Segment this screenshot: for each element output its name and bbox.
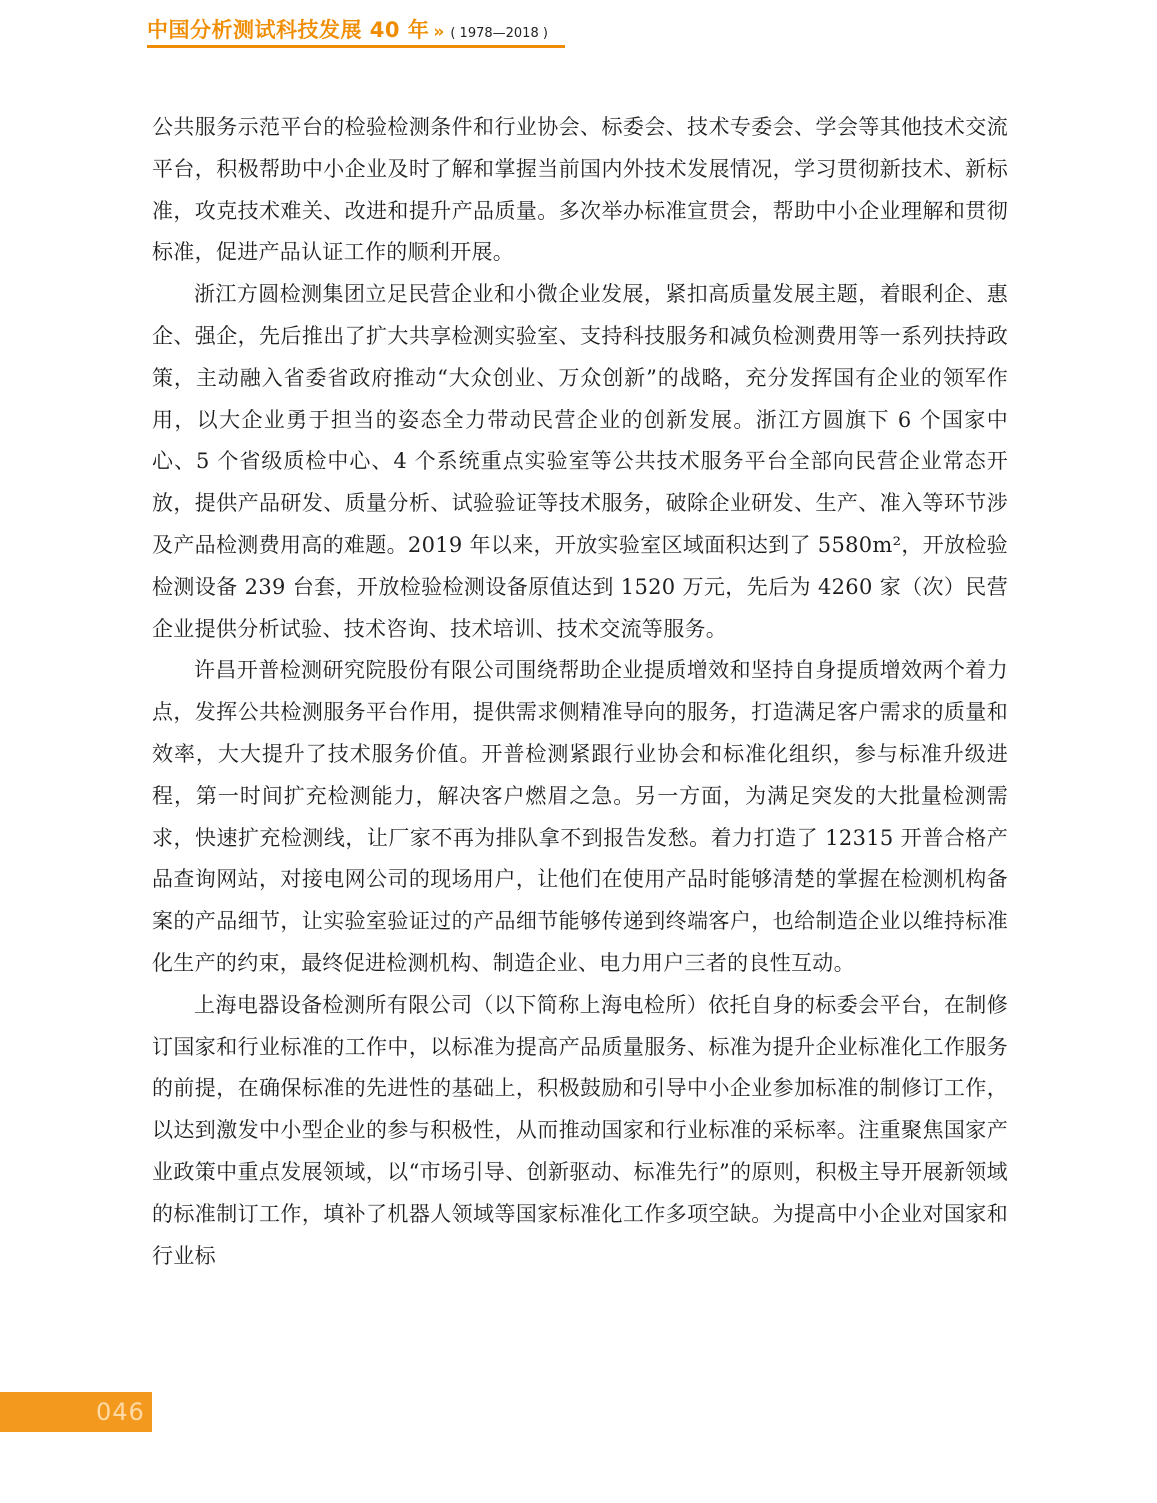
page-number: 046 (96, 1398, 145, 1426)
book-title: 中国分析测试科技发展 40 年 (147, 18, 430, 42)
double-chevron-right-icon: » (433, 22, 445, 42)
paragraph-shanghai-electrical: 上海电器设备检测所有限公司（以下简称上海电检所）依托自身的标委会平台，在制修订国家和行业标准的工作中，以标准为提高产品质量服务、标准为提升企业标准化工作服务的前提，在确保标准的先进性的基础上，积极鼓励和引导中小企业参加标准的制修订工作，以达到激发中小型企业的参与积极性，从而推动国家和行业标准的采标率。注重聚焦国家产业政策中重点发展领域，以“市场引导、创新驱动、标准先行”的原则，积极主导开展新领域的标准制订工作，填补了机器人领域等国家标准化工作多项空缺。为提高中小企业对国家和行业标 (152, 992, 1008, 1268)
year-range: ( 1978—2018 ) (450, 26, 548, 41)
page-body (152, 107, 1008, 1277)
paragraph-continued: 公共服务示范平台的检验检测条件和行业协会、标委会、技术专委会、学会等其他技术交流平台，积极帮助中小企业及时了解和掌握当前国内外技术发展情况，学习贯彻新技术、新标准，攻克技术难关、改进和提升产品质量。多次举办标准宣贯会，帮助中小企业理解和贯彻标准，促进产品认证工作的顺利开展。 (152, 115, 1008, 265)
paragraph-zhejiang-fangyuan: 浙江方圆检测集团立足民营企业和小微企业发展，紧扣高质量发展主题，着眼利企、惠企、强企，先后推出了扩大共享检测实验室、支持科技服务和减负检测费用等一系列扶持政策，主动融入省委省政府推动“大众创业、万众创新”的战略，充分发挥国有企业的领军作用，以大企业勇于担当的姿态全力带动民营企业的创新发展。浙江方圆旗下 6 个国家中心、5 个省级质检中心、4 个系统重点实验室等公共技术服务平台全部向民营企业常态开放，提供产品研发、质量分析、试验验证等技术服务，破除企业研发、生产、准入等环节涉及产品检测费用高的难题。2019 年以来，开放实验室区域面积达到了 5580m²，开放检验检测设备 239 台套，开放检验检测设备原值达到 1520 万元，先后为 4260 家（次）民营企业提供分析试验、技术咨询、技术培训、技术交流等服务。 (152, 282, 1008, 641)
running-header (147, 14, 548, 48)
header-divider (147, 45, 565, 48)
paragraph-xuchang-kaipu: 许昌开普检测研究院股份有限公司围绕帮助企业提质增效和坚持自身提质增效两个着力点，发挥公共检测服务平台作用，提供需求侧精准导向的服务，打造满足客户需求的质量和效率，大大提升了技术服务价值。开普检测紧跟行业协会和标准化组织，参与标准升级进程，第一时间扩充检测能力，解决客户燃眉之急。另一方面，为满足突发的大批量检测需求，快速扩充检测线，让厂家不再为排队拿不到报告发愁。着力打造了 12315 开普合格产品查询网站，对接电网公司的现场用户，让他们在使用产品时能够清楚的掌握在检测机构备案的产品细节，让实验室验证过的产品细节能够传递到终端客户，也给制造企业以维持标准化生产的约束，最终促进检测机构、制造企业、电力用户三者的良性互动。 (152, 658, 1008, 975)
